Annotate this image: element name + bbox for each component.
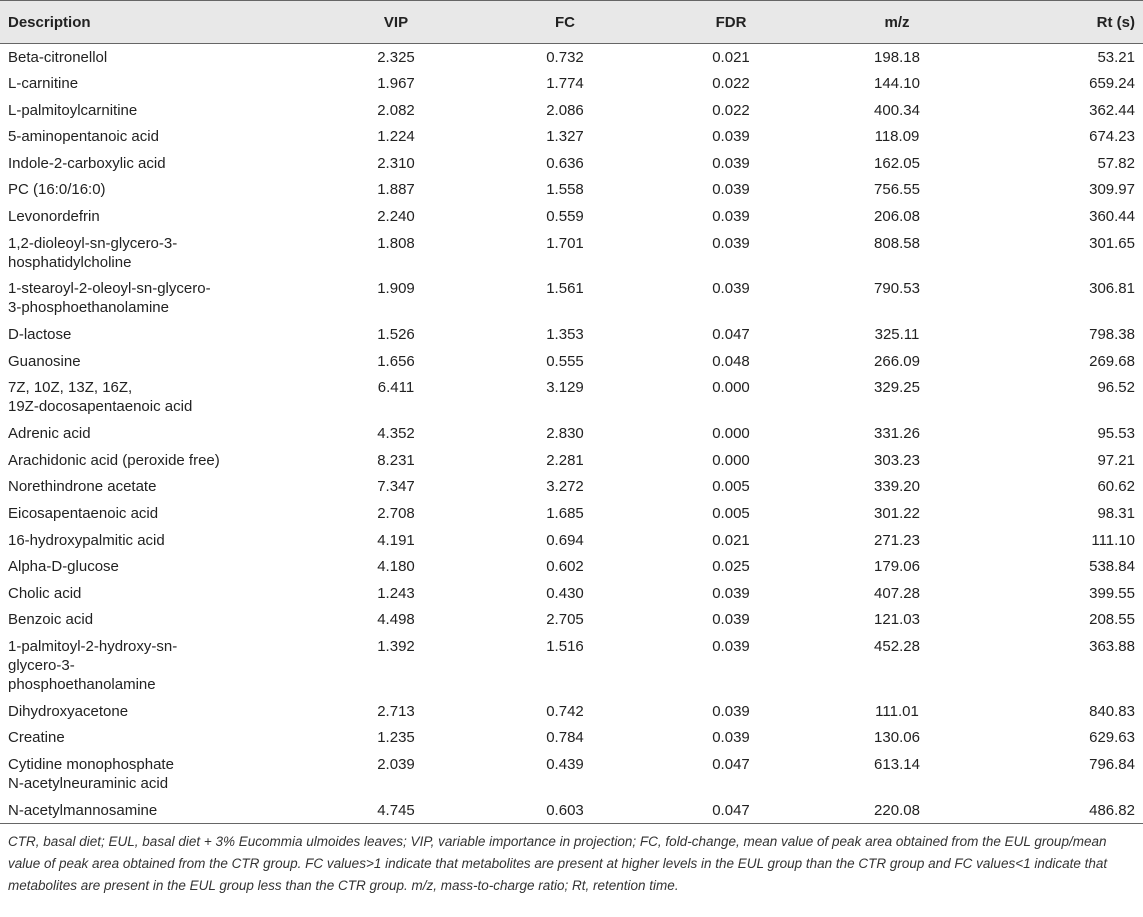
table-row [0,348,1143,375]
cell-rt: 674.23 [1089,128,1135,146]
cell-description: L-palmitoylcarnitine [8,101,138,119]
cell-fc: 0.742 [546,702,584,720]
cell-vip: 2.708 [377,505,415,523]
cell-fc: 1.701 [546,234,584,252]
cell-description: 16-hydroxypalmitic acid [8,531,165,549]
cell-mz: 329.25 [874,379,920,397]
cell-mz: 452.28 [874,637,920,655]
cell-rt: 96.52 [1097,379,1135,397]
cell-description: N-acetylmannosamine [0,797,310,824]
cell-fc: 0.636 [546,154,584,172]
cell-rt: 840.83 [1089,702,1135,720]
cell-description: D-lactose [8,326,72,344]
cell-vip: 2.240 [377,208,415,226]
cell-mz: 808.58 [874,234,920,252]
cell-vip: 2.082 [377,101,415,119]
cell-description: PC (16:0/16:0) [8,181,106,199]
cell-rt: 486.82 [980,797,1143,824]
cell-mz: 303.23 [874,451,920,469]
cell-fdr: 0.000 [712,451,750,469]
table-body [0,44,1143,824]
cell-vip: 1.243 [377,584,415,602]
cell-fc: 1.685 [546,505,584,523]
cell-fc: 3.272 [546,478,584,496]
cell-rt: 57.82 [1097,154,1135,172]
table-row [0,751,1143,797]
cell-fdr: 0.047 [712,755,750,773]
cell-mz: 407.28 [874,584,920,602]
table-row [0,698,1143,725]
cell-vip: 1.909 [377,280,415,298]
cell-fdr: 0.039 [712,208,750,226]
cell-mz: 790.53 [874,280,920,298]
cell-rt: 98.31 [1097,505,1135,523]
cell-mz: 220.08 [814,797,980,824]
cell-fc: 1.561 [546,280,584,298]
cell-vip: 4.745 [310,797,482,824]
table-row [0,447,1143,474]
cell-description: Adrenic acid [8,425,91,443]
table-row [0,230,1143,276]
cell-vip: 6.411 [377,379,415,397]
table-row [0,150,1143,177]
cell-fc: 0.559 [546,208,584,226]
header-vip: VIP [310,1,482,44]
cell-mz: 266.09 [874,352,920,370]
cell-mz: 179.06 [874,558,920,576]
cell-fdr: 0.021 [712,531,750,549]
cell-description: Indole-2-carboxylic acid [8,154,166,172]
cell-description: Norethindrone acetate [8,478,157,496]
cell-rt: 306.81 [1089,280,1135,298]
cell-rt: 95.53 [1097,425,1135,443]
table-row [0,374,1143,420]
cell-rt: 362.44 [1089,101,1135,119]
cell-vip: 1.967 [377,75,415,93]
cell-fc: 2.086 [546,101,584,119]
cell-vip: 2.310 [377,154,415,172]
table-row [0,797,1143,824]
header-mz: m/z [814,1,980,44]
cell-description: Alpha-D-glucose [8,558,119,576]
cell-rt: 360.44 [1089,208,1135,226]
cell-fc: 0.439 [546,755,584,773]
cell-rt: 798.38 [1089,326,1135,344]
cell-fc: 2.281 [546,451,584,469]
header-fc: FC [482,1,648,44]
cell-fc: 2.705 [546,611,584,629]
cell-mz: 339.20 [874,478,920,496]
table-row [0,44,1143,71]
table-row [0,275,1143,321]
cell-mz: 756.55 [874,181,920,199]
table-row [0,97,1143,124]
cell-description: Guanosine [8,352,81,370]
cell-fdr: 0.039 [712,584,750,602]
table-row [0,606,1143,633]
cell-mz: 111.01 [875,702,919,720]
cell-fdr: 0.022 [712,75,750,93]
cell-vip: 1.808 [377,234,415,252]
cell-vip: 2.039 [377,755,415,773]
cell-description: Cholic acid [8,584,82,602]
table-row [0,724,1143,751]
cell-fdr: 0.039 [712,637,750,655]
cell-fdr: 0.047 [712,326,750,344]
cell-rt: 111.10 [1091,531,1135,549]
cell-vip: 7.347 [377,478,415,496]
cell-mz: 271.23 [874,531,920,549]
cell-description: 7Z, 10Z, 13Z, 16Z, 19Z-docosapentaenoic acid [8,379,193,416]
cell-vip: 4.352 [377,425,415,443]
cell-fdr: 0.005 [712,505,750,523]
cell-fc: 0.694 [546,531,584,549]
table-row [0,203,1143,230]
cell-rt: 208.55 [1089,611,1135,629]
cell-fc: 2.830 [546,425,584,443]
table-row [0,420,1143,447]
cell-fc: 0.555 [546,352,584,370]
cell-description: 1-stearoyl-2-oleoyl-sn-glycero- 3-phosphoethanolamine [8,280,211,317]
cell-mz: 206.08 [874,208,920,226]
cell-fc: 0.732 [546,49,584,66]
cell-fdr: 0.039 [712,234,750,252]
cell-vip: 1.887 [377,181,415,199]
cell-description: Dihydroxyacetone [8,702,129,720]
cell-fdr: 0.039 [712,280,750,298]
cell-rt: 97.21 [1097,451,1135,469]
cell-rt: 796.84 [1089,755,1135,773]
cell-mz: 121.03 [874,611,920,629]
cell-fc: 0.602 [546,558,584,576]
cell-fdr: 0.005 [712,478,750,496]
cell-fdr: 0.039 [712,154,750,172]
cell-mz: 162.05 [874,154,920,172]
table-row [0,123,1143,150]
cell-description: Levonordefrin [8,208,100,226]
cell-fc: 1.774 [546,75,584,93]
cell-fc: 1.558 [546,181,584,199]
cell-vip: 4.191 [377,531,415,549]
cell-rt: 53.21 [1097,49,1135,66]
cell-description: Benzoic acid [8,611,94,629]
cell-fc: 0.603 [482,797,648,824]
cell-description: L-carnitine [8,75,79,93]
table-row [0,176,1143,203]
cell-rt: 399.55 [1089,584,1135,602]
table-row [0,527,1143,554]
cell-description: Creatine [8,729,65,747]
table-header [0,1,1143,44]
cell-description: Cytidine monophosphate N-acetylneuraminic acid [8,755,174,792]
cell-rt: 629.63 [1089,729,1135,747]
header-rt: Rt (s) [980,1,1143,44]
table-row [0,580,1143,607]
cell-vip: 4.180 [377,558,415,576]
cell-fc: 1.516 [546,637,584,655]
cell-mz: 325.11 [874,326,920,344]
cell-description: 1-palmitoyl-2-hydroxy-sn- glycero-3- phosphoethanolamine [8,637,178,693]
cell-rt: 659.24 [1089,75,1135,93]
cell-fdr: 0.025 [712,558,750,576]
cell-fdr: 0.047 [648,797,814,824]
table-row [0,70,1143,97]
cell-fc: 0.430 [546,584,584,602]
cell-description: Arachidonic acid (peroxide free) [8,451,220,469]
cell-rt: 269.68 [1089,352,1135,370]
table-row [0,473,1143,500]
cell-description: 1,2-dioleoyl-sn-glycero-3- hosphatidylcholine [8,234,178,271]
cell-vip: 2.325 [377,49,415,66]
cell-description: Eicosapentaenoic acid [8,505,159,523]
cell-mz: 400.34 [874,101,920,119]
cell-vip: 1.235 [377,729,415,747]
cell-rt: 363.88 [1089,637,1135,655]
table-row [0,500,1143,527]
cell-mz: 301.22 [874,505,920,523]
cell-fc: 1.327 [546,128,584,146]
cell-vip: 1.392 [377,637,415,655]
cell-vip: 1.526 [377,326,415,344]
cell-rt: 309.97 [1089,181,1135,199]
cell-fc: 1.353 [546,326,584,344]
cell-fdr: 0.000 [712,379,750,397]
cell-fdr: 0.039 [712,702,750,720]
cell-vip: 1.224 [377,128,415,146]
cell-mz: 198.18 [874,49,920,66]
cell-vip: 8.231 [377,451,415,469]
cell-vip: 2.713 [377,702,415,720]
cell-mz: 118.09 [874,128,920,146]
cell-fdr: 0.039 [712,611,750,629]
cell-fc: 3.129 [546,379,584,397]
table-row [0,553,1143,580]
cell-rt: 301.65 [1089,234,1135,252]
cell-mz: 613.14 [874,755,920,773]
cell-rt: 60.62 [1097,478,1135,496]
table-row [0,633,1143,698]
cell-fdr: 0.021 [712,49,750,66]
table-footnote: CTR, basal diet; EUL, basal diet + 3% Eucommia ulmoides leaves; VIP, variable importance in projection; FC, fold-change, mean value of peak area obtained from the EUL group/mean value of peak area obtained from the CTR group. FC values>1 indicate that metabolites are present at higher levels in the EUL group than the CTR group and FC values<1 indicate that metabolites are present in the EUL group less than the CTR group. m/z, mass-to-charge ratio; Rt, retention time. [8,833,1108,893]
cell-fdr: 0.039 [712,729,750,747]
cell-rt: 538.84 [1089,558,1135,576]
cell-vip: 1.656 [377,352,415,370]
cell-vip: 4.498 [377,611,415,629]
cell-fdr: 0.048 [712,352,750,370]
table-row [0,321,1143,348]
cell-mz: 331.26 [874,425,920,443]
header-description: Description [0,1,310,44]
cell-fdr: 0.039 [712,128,750,146]
cell-mz: 130.06 [874,729,920,747]
header-fdr: FDR [648,1,814,44]
cell-fdr: 0.000 [712,425,750,443]
cell-mz: 144.10 [874,75,920,93]
cell-fc: 0.784 [546,729,584,747]
cell-fdr: 0.022 [712,101,750,119]
cell-fdr: 0.039 [712,181,750,199]
cell-description: 5-aminopentanoic acid [8,128,159,146]
cell-description: Beta-citronellol [8,49,108,66]
